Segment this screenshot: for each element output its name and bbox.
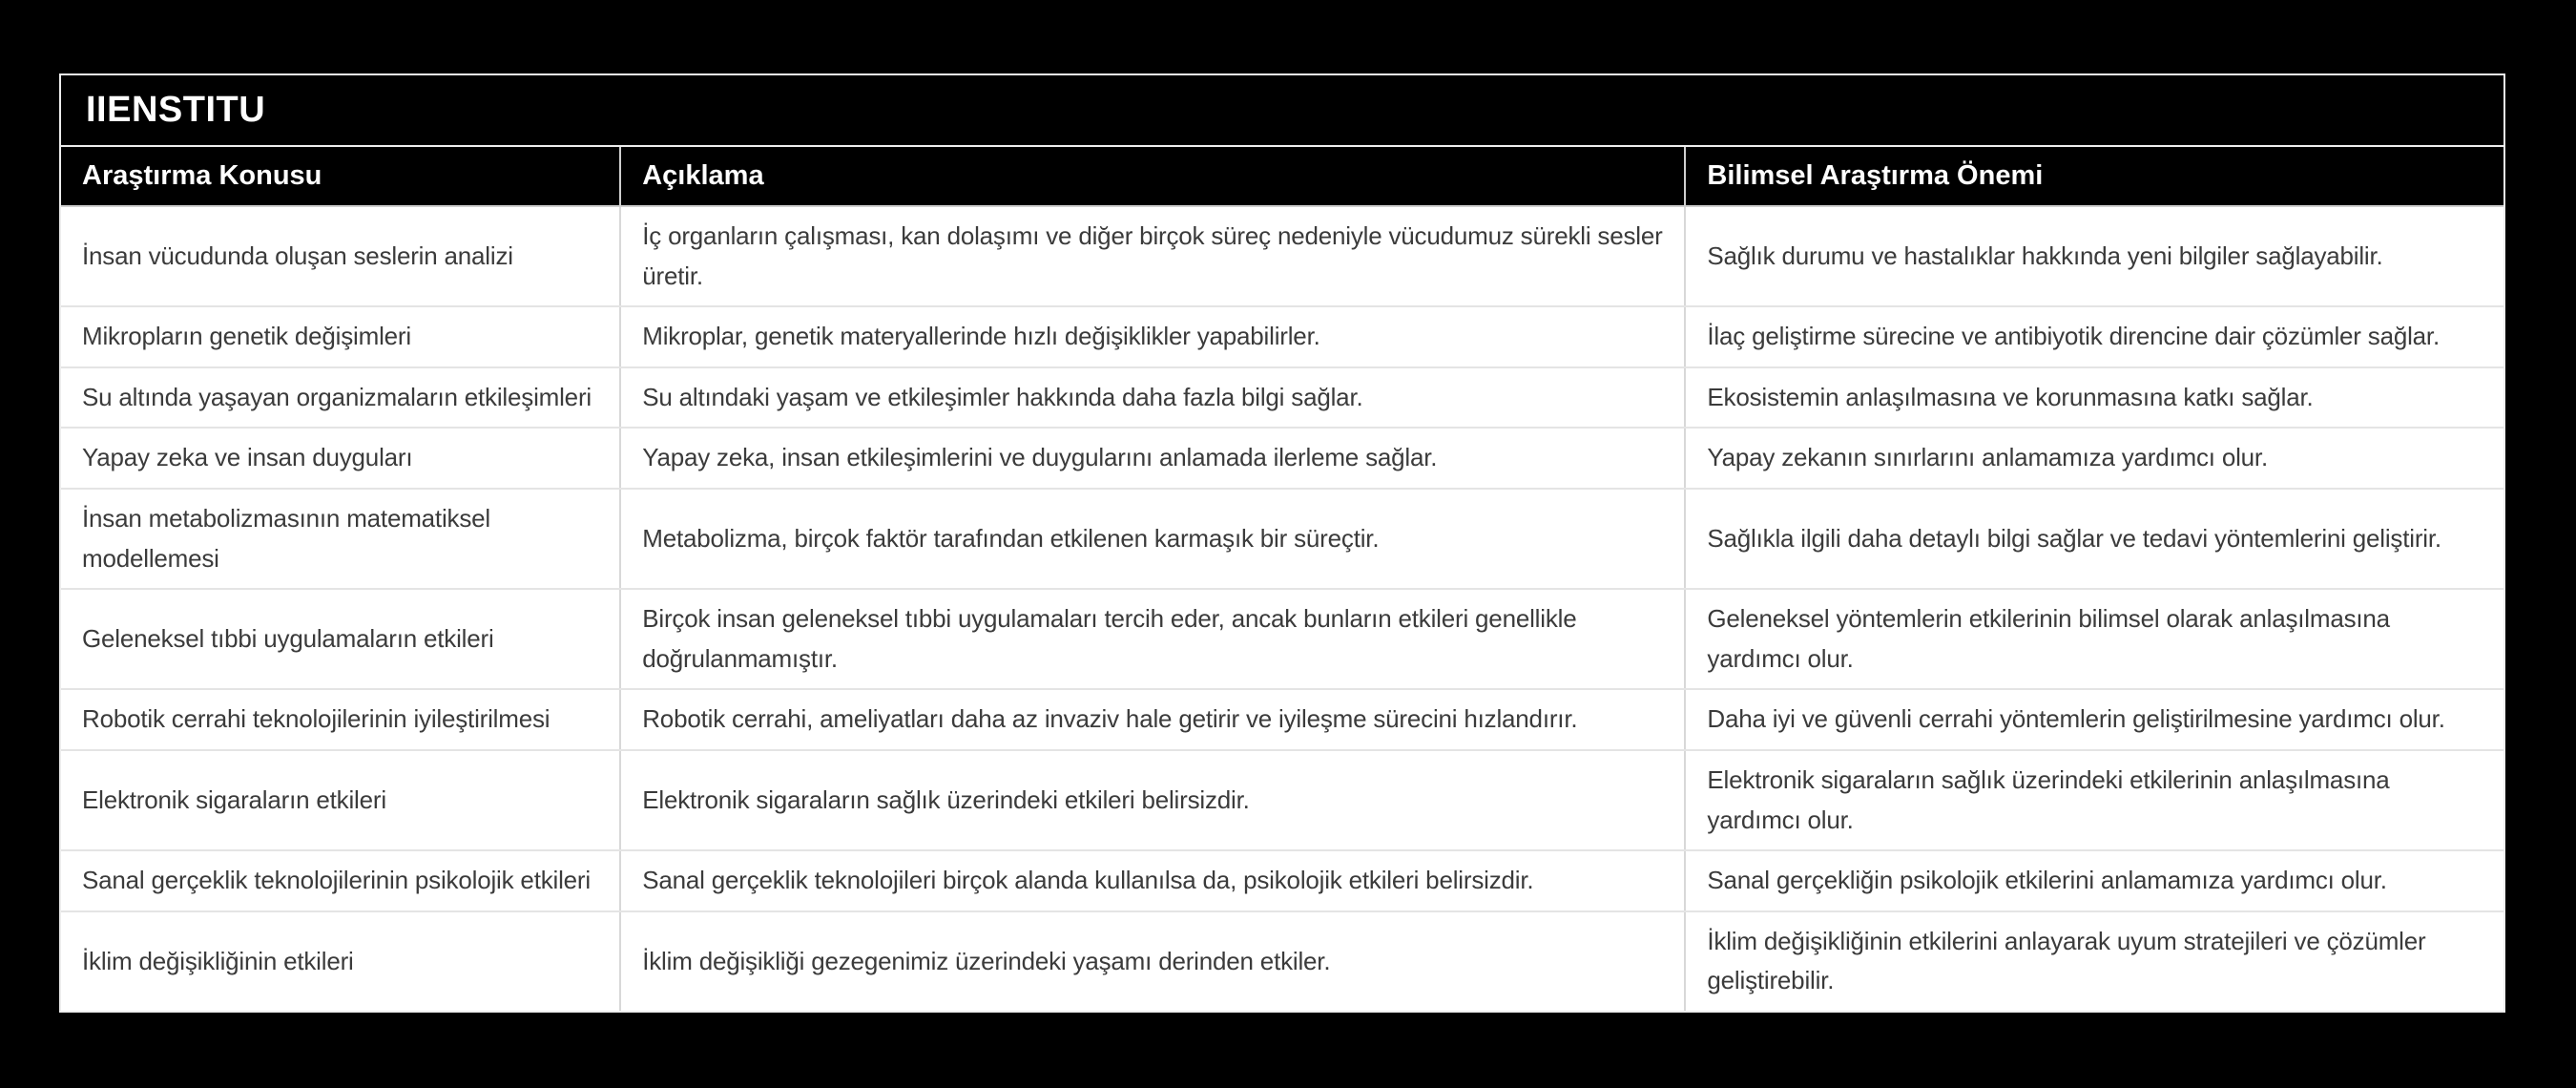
table-row [61,850,2503,911]
research-table [61,147,2503,1011]
importance-cell: Geleneksel yöntemlerin etkilerinin bilimsel olarak anlaşılmasına yardımcı olur. [1685,589,2503,689]
topic-cell: Geleneksel tıbbi uygulamaların etkileri [61,589,620,689]
description-cell: İç organların çalışması, kan dolaşımı ve diğer birçok süreç nedeniyle vücudumuz sürekli sesler üretir. [620,206,1685,306]
table-row [61,911,2503,1011]
importance-cell: Ekosistemin anlaşılmasına ve korunmasına katkı sağlar. [1685,367,2503,429]
description-cell: Elektronik sigaraların sağlık üzerindeki etkileri belirsizdir. [620,750,1685,850]
importance-cell: Yapay zekanın sınırlarını anlamamıza yardımcı olur. [1685,428,2503,489]
table-row [61,489,2503,589]
description-cell: İklim değişikliği gezegenimiz üzerindeki yaşamı derinden etkiler. [620,911,1685,1011]
header-row [61,147,2503,206]
topic-cell: Sanal gerçeklik teknolojilerinin psikolojik etkileri [61,850,620,911]
table-row [61,689,2503,750]
column-header-topic: Araştırma Konusu [61,147,620,206]
description-cell: Robotik cerrahi, ameliyatları daha az invaziv hale getirir ve iyileşme sürecini hızlandırır. [620,689,1685,750]
description-cell: Su altındaki yaşam ve etkileşimler hakkında daha fazla bilgi sağlar. [620,367,1685,429]
importance-cell: İklim değişikliğinin etkilerini anlayarak uyum stratejileri ve çözümler geliştirebilir. [1685,911,2503,1011]
importance-cell: Sağlık durumu ve hastalıklar hakkında yeni bilgiler sağlayabilir. [1685,206,2503,306]
table-row [61,428,2503,489]
table-row [61,367,2503,429]
importance-cell: Sanal gerçekliğin psikolojik etkilerini anlamamıza yardımcı olur. [1685,850,2503,911]
description-cell: Yapay zeka, insan etkileşimlerini ve duygularını anlamada ilerleme sağlar. [620,428,1685,489]
table-row [61,306,2503,367]
importance-cell: İlaç geliştirme sürecine ve antibiyotik direncine dair çözümler sağlar. [1685,306,2503,367]
description-cell: Sanal gerçeklik teknolojileri birçok alanda kullanılsa da, psikolojik etkileri belirsizdir. [620,850,1685,911]
topic-cell: İklim değişikliğinin etkileri [61,911,620,1011]
page-title: IIENSTITU [61,75,2503,147]
description-cell: Birçok insan geleneksel tıbbi uygulamaları tercih eder, ancak bunların etkileri genellikle doğrulanmamıştır. [620,589,1685,689]
importance-cell: Elektronik sigaraların sağlık üzerindeki etkilerinin anlaşılmasına yardımcı olur. [1685,750,2503,850]
topic-cell: Elektronik sigaraların etkileri [61,750,620,850]
topic-cell: Su altında yaşayan organizmaların etkileşimleri [61,367,620,429]
column-header-description: Açıklama [620,147,1685,206]
topic-cell: Yapay zeka ve insan duyguları [61,428,620,489]
importance-cell: Sağlıkla ilgili daha detaylı bilgi sağlar ve tedavi yöntemlerini geliştirir. [1685,489,2503,589]
topic-cell: İnsan metabolizmasının matematiksel modellemesi [61,489,620,589]
topic-cell: Mikropların genetik değişimleri [61,306,620,367]
table-row [61,750,2503,850]
research-table-card [59,73,2505,1013]
description-cell: Metabolizma, birçok faktör tarafından etkilenen karmaşık bir süreçtir. [620,489,1685,589]
column-header-importance: Bilimsel Araştırma Önemi [1685,147,2503,206]
table-row [61,206,2503,306]
description-cell: Mikroplar, genetik materyallerinde hızlı değişiklikler yapabilirler. [620,306,1685,367]
importance-cell: Daha iyi ve güvenli cerrahi yöntemlerin geliştirilmesine yardımcı olur. [1685,689,2503,750]
topic-cell: Robotik cerrahi teknolojilerinin iyileştirilmesi [61,689,620,750]
table-row [61,589,2503,689]
topic-cell: İnsan vücudunda oluşan seslerin analizi [61,206,620,306]
